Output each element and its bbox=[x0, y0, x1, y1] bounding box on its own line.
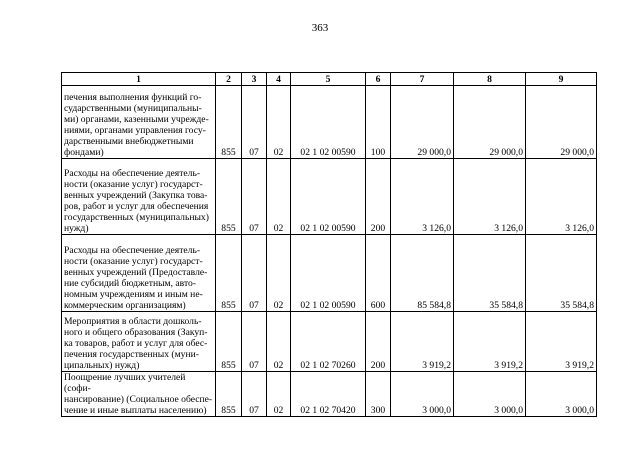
table-row bbox=[62, 86, 597, 159]
expense-type-code: 200 bbox=[366, 159, 391, 235]
subsection-code: 02 bbox=[267, 159, 291, 235]
column-header: 1 bbox=[62, 73, 216, 86]
expense-name: Расходы на обеспечение деятель- ности (оказание услуг) государст- венных учреждений (Предоставле- ние субсидий бюджетным, авто- номным учреждениям и иным не- коммерческим организациям) bbox=[62, 235, 216, 312]
department-code: 855 bbox=[216, 312, 242, 372]
expense-name: Поощрение лучших учителей (софи- нансирование) (Социальное обеспе- чение и иные выплаты населению) bbox=[62, 372, 216, 417]
expense-name: печения выполнения функций го- сударственными (муниципальны- ми) органами, казенными учрежде- ниями, органами управления госу- дарственными внебюджетными фондами) bbox=[62, 86, 216, 159]
expense-type-code: 200 bbox=[366, 312, 391, 372]
amount-col7: 3 126,0 bbox=[391, 159, 454, 235]
section-code: 07 bbox=[242, 372, 267, 417]
table-row bbox=[62, 312, 597, 372]
column-header: 6 bbox=[366, 73, 391, 86]
department-code: 855 bbox=[216, 372, 242, 417]
amount-col7: 85 584,8 bbox=[391, 235, 454, 312]
amount-col9: 29 000,0 bbox=[526, 86, 597, 159]
section-code: 07 bbox=[242, 86, 267, 159]
amount-col7: 29 000,0 bbox=[391, 86, 454, 159]
column-header: 9 bbox=[526, 73, 597, 86]
amount-col9: 35 584,8 bbox=[526, 235, 597, 312]
amount-col9: 3 126,0 bbox=[526, 159, 597, 235]
amount-col8: 3 000,0 bbox=[454, 372, 526, 417]
target-article-code: 02 1 02 00590 bbox=[291, 159, 366, 235]
column-header: 2 bbox=[216, 73, 242, 86]
table-row bbox=[62, 372, 597, 417]
subsection-code: 02 bbox=[267, 312, 291, 372]
department-code: 855 bbox=[216, 235, 242, 312]
expense-type-code: 300 bbox=[366, 372, 391, 417]
page-number: 363 bbox=[311, 22, 329, 34]
section-code: 07 bbox=[242, 159, 267, 235]
amount-col9: 3 000,0 bbox=[526, 372, 597, 417]
subsection-code: 02 bbox=[267, 372, 291, 417]
department-code: 855 bbox=[216, 159, 242, 235]
target-article-code: 02 1 02 70420 bbox=[291, 372, 366, 417]
column-header: 5 bbox=[291, 73, 366, 86]
amount-col9: 3 919,2 bbox=[526, 312, 597, 372]
budget-table bbox=[61, 72, 597, 417]
amount-col8: 3 126,0 bbox=[454, 159, 526, 235]
expense-name: Мероприятия в области дошколь- ного и общего образования (Закуп- ка товаров, работ и услуг для обес- печения государственных (муни- ципальных) нужд) bbox=[62, 312, 216, 372]
column-header: 3 bbox=[242, 73, 267, 86]
column-header: 8 bbox=[454, 73, 526, 86]
amount-col8: 3 919,2 bbox=[454, 312, 526, 372]
target-article-code: 02 1 02 00590 bbox=[291, 235, 366, 312]
amount-col7: 3 000,0 bbox=[391, 372, 454, 417]
department-code: 855 bbox=[216, 86, 242, 159]
subsection-code: 02 bbox=[267, 86, 291, 159]
amount-col7: 3 919,2 bbox=[391, 312, 454, 372]
table-row bbox=[62, 159, 597, 235]
expense-type-code: 100 bbox=[366, 86, 391, 159]
expense-type-code: 600 bbox=[366, 235, 391, 312]
expense-name: Расходы на обеспечение деятель- ности (оказание услуг) государст- венных учреждений (Закупка това- ров, работ и услуг для обеспечения государственных (муниципальных) нужд) bbox=[62, 159, 216, 235]
column-header: 4 bbox=[267, 73, 291, 86]
header-row bbox=[62, 73, 597, 86]
target-article-code: 02 1 02 70260 bbox=[291, 312, 366, 372]
column-header: 7 bbox=[391, 73, 454, 86]
table-row bbox=[62, 235, 597, 312]
amount-col8: 35 584,8 bbox=[454, 235, 526, 312]
section-code: 07 bbox=[242, 312, 267, 372]
section-code: 07 bbox=[242, 235, 267, 312]
target-article-code: 02 1 02 00590 bbox=[291, 86, 366, 159]
subsection-code: 02 bbox=[267, 235, 291, 312]
amount-col8: 29 000,0 bbox=[454, 86, 526, 159]
